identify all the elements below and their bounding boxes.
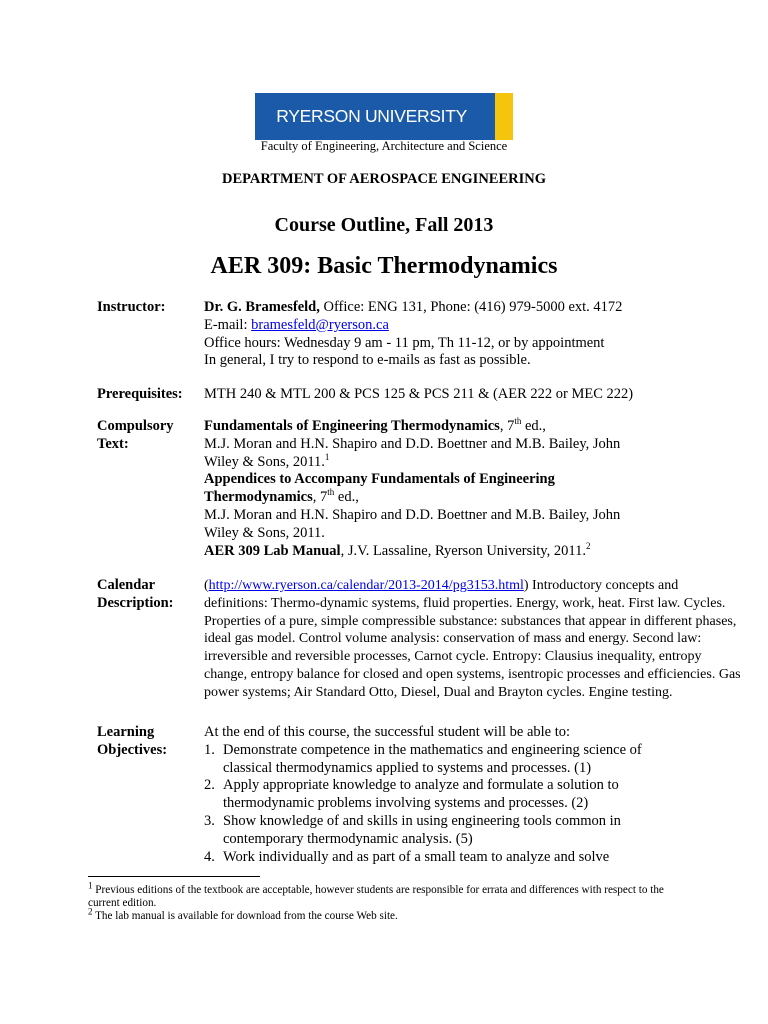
compulsory-text-label [97,418,197,454]
learning-objectives-content [204,724,684,866]
email-line [204,317,704,335]
calendar-label-line2: Description: [97,594,174,611]
objective-number: 3. [204,812,215,829]
calendar-label-line1: Calendar [97,577,155,593]
textbook-1 [204,418,644,471]
prerequisites-label: Prerequisites: [97,386,183,402]
footnote-2-mark: 2 [88,906,93,917]
compulsory-text-label-line2: Text: [97,435,129,452]
calendar-link[interactable]: http://www.ryerson.ca/calendar/2013-2014/pg3153.html [208,578,524,593]
department-name: DEPARTMENT OF AEROSPACE ENGINEERING [221,171,547,187]
objective-text: Work individually and as part of a small team to analyze and solve [223,848,610,865]
instructor-line [204,299,704,317]
learning-objectives-label [97,724,197,760]
course-title: AER 309: Basic Thermodynamics [210,253,558,279]
textbook-2-edition-suffix: ed., [334,489,359,506]
objectives-label-line2: Objectives: [97,741,168,758]
textbook-1-title: Fundamentals of Engineering Thermodynamics [204,418,500,434]
objectives-list [204,742,684,867]
calendar-description-text [204,577,744,702]
objective-number: 1. [204,741,215,758]
textbook-2-edition-sup: th [327,487,335,498]
textbook-2 [204,471,644,542]
objective-number: 2. [204,777,215,794]
office-hours: Office hours: Wednesday 9 am - 11 pm, Th 11-12, or by appointment [204,334,605,351]
footnote-1-mark: 1 [88,880,93,891]
compulsory-text-list [204,418,644,560]
footnote-ref-1: 1 [324,451,330,462]
calendar-paren: ( [204,578,209,593]
objective-item [204,849,684,867]
textbook-2-title: Appendices to Accompany Fundamentals of Engineering Thermodynamics [204,471,555,506]
textbook-1-edition-suffix: ed., [521,418,546,434]
instructor-details [204,299,704,370]
footnote-1 [88,880,688,910]
email-link[interactable]: bramesfeld@ryerson.ca [251,316,389,333]
footnotes [88,880,688,924]
footnote-divider [88,876,260,877]
objective-number: 4. [204,848,215,865]
footnote-2-text: The lab manual is available for download from the course Web site. [92,910,398,923]
outline-title: Course Outline, Fall 2013 [274,214,494,236]
email-response-note: In general, I try to respond to e-mails as fast as possible. [204,352,531,369]
textbook-2-authors: M.J. Moran and H.N. Shapiro and D.D. Boettner and M.B. Bailey, John Wiley & Sons, 2011. [204,506,621,541]
faculty-name: Faculty of Engineering, Architecture and Science [260,139,508,153]
footnote-1-text: Previous editions of the textbook are acceptable, however students are responsible for errata and differences with respect to the current edition. [88,884,664,910]
prerequisites-text: MTH 240 & MTL 200 & PCS 125 & PCS 211 & (AER 222 or MEC 222) [204,386,634,402]
instructor-name: Dr. G. Bramesfeld, [204,299,320,315]
logo-wordmark: RYERSON UNIVERSITY [276,106,467,126]
textbook-1-edition-sup: th [514,416,522,427]
objective-item [204,742,684,778]
calendar-description-label [97,577,197,613]
textbook-1-edition: , 7 [499,418,515,434]
textbook-2-edition: , 7 [312,489,328,506]
objective-item [204,777,684,813]
textbook-1-authors: M.J. Moran and H.N. Shapiro and D.D. Boettner and M.B. Bailey, John Wiley & Sons, 2011. [204,435,621,470]
lab-manual-details: , J.V. Lassaline, Ryerson University, 2011. [340,542,586,559]
instructor-label: Instructor: [97,299,166,315]
ryerson-logo [255,93,513,140]
lab-manual-title: AER 309 Lab Manual [204,542,341,559]
objectives-label-line1: Learning [97,724,155,740]
footnote-ref-2: 2 [585,540,591,551]
footnote-2 [88,906,688,923]
compulsory-text-label-line1: Compulsory [97,418,174,434]
email-label: E-mail: [204,316,252,333]
objective-item [204,813,684,849]
objective-text: Show knowledge of and skills in using engineering tools common in contemporary thermodynamic analysis. (5) [223,812,621,847]
logo-gold-stripe [495,93,513,140]
objectives-intro: At the end of this course, the successful student will be able to: [204,724,571,740]
calendar-body: ) Introductory concepts and definitions: Thermo-dynamic systems, fluid properties. Energy, work, heat. First law. Cycles. Properties of a pure, simple compressible substance: substances that appear in different phases, ideal gas model. Control volume analysis: conservation of mass and energy. Second law: irreversible and reversible processes, Carnot cycle. Entropy: Clausius inequality, entropy change, entropy balance for closed and open systems, isentropic processes and efficiencies. Gas power systems; Air Standard Otto, Diesel, Dual and Brayton cycles. Engine testing. [204,578,741,700]
objective-text: Demonstrate competence in the mathematics and engineering science of classical thermodynamics applied to systems and processes. (1) [223,741,642,776]
instructor-office-phone: Office: ENG 131, Phone: (416) 979-5000 ext. 4172 [319,299,623,315]
objective-text: Apply appropriate knowledge to analyze and formulate a solution to thermodynamic problems involving systems and processes. (2) [223,777,619,812]
lab-manual [204,540,644,561]
